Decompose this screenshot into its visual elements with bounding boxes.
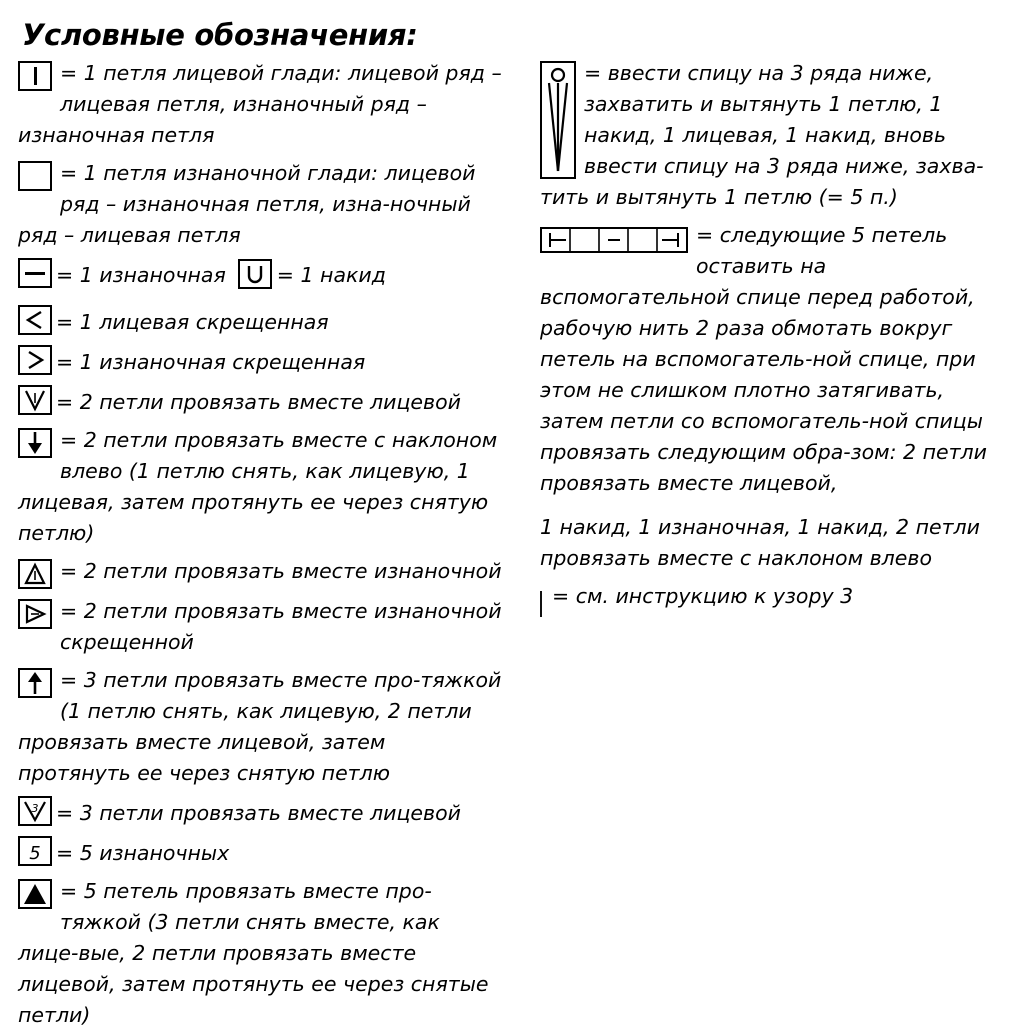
legend-item (18, 345, 503, 378)
stitch-five-together-pull-triangle-icon (18, 879, 52, 909)
svg-text:5: 5 (29, 843, 41, 864)
stitch-two-together-purl-twisted-icon (18, 599, 52, 629)
legend-item (540, 58, 1010, 213)
stitch-purl-twisted-right-icon (18, 345, 52, 375)
legend-item (540, 220, 1010, 499)
stitch-purl-dash-icon (18, 258, 52, 288)
stitch-purl-empty-square-icon (18, 161, 52, 191)
legend-left-column (18, 58, 503, 1033)
legend-item-text: = следующие 5 петель оставить на вспомогательной спице перед работой, рабочую нить 2 раза обмотать вокруг петель на вспомогатель-ной спице, при этом не слишком плотно затягивать, затем петли со вспомогатель-ной спицы провязать следующим обра-зом: 2 петли провязать вместе лицевой, (540, 223, 987, 495)
legend-item (540, 581, 1010, 620)
legend-item-text: = 1 лицевая скрещенная (56, 310, 329, 334)
legend-item-text-2: = 1 накид (276, 263, 386, 287)
stitch-cable-five-stitches-hold-front-icon (540, 227, 688, 253)
legend-item (18, 158, 503, 251)
page-title: Условные обозначения: (22, 18, 418, 52)
legend-item (18, 796, 503, 829)
stitch-knit-twisted-left-icon (18, 305, 52, 335)
legend-item-text: = см. инструкцию к узору 3 (552, 584, 854, 608)
legend-item-text: = 1 петля лицевой глади: лицевой ряд – лицевая петля, изнаночный ряд – изнаночная петля (18, 61, 502, 147)
legend-item-text: = 1 петля изнаночной глади: лицевой ряд – изнаночная петля, изна-ночный ряд – лицевая петля (18, 161, 476, 247)
stitch-three-together-knit-icon (18, 796, 52, 826)
stitch-yarn-over-u-icon (238, 259, 272, 298)
legend-item (18, 385, 503, 418)
legend-item-text: = ввести спицу на 3 ряда ниже, захватить и вытянуть 1 петлю, 1 накид, 1 лицевая, 1 накид, вновь ввести спицу на 3 ряда ниже, захва-тить и вытянуть 1 петлю (= 5 п.) (540, 61, 984, 209)
legend-item-text: = 2 петли провязать вместе с наклоном влево (1 петлю снять, как лицевую, 1 лицевая, затем протянуть ее через снятую петлю) (18, 428, 498, 545)
legend-item-continuation (540, 512, 1010, 574)
stitch-five-purl-icon (18, 836, 52, 866)
legend-item-text: = 3 петли провязать вместе про-тяжкой (1 петлю снять, как лицевую, 2 петли провязать вместе лицевой, затем протянуть ее через снятую петлю (18, 668, 502, 785)
legend-item (18, 876, 503, 1031)
stitch-three-together-pull-arrow-up-icon (18, 668, 52, 698)
legend-item-text: = 1 изнаночная (56, 263, 226, 287)
legend-item (18, 58, 503, 151)
stitch-drop-three-rows-below-bobble-icon (540, 61, 576, 179)
legend-right-column (540, 58, 1010, 622)
stitch-two-together-purl-icon (18, 559, 52, 589)
legend-item-text: = 5 изнаночных (56, 841, 230, 865)
legend-item (18, 258, 503, 298)
legend-item-text: = 5 петель провязать вместе про-тяжкой (3 петли снять вместе, как лице-вые, 2 петли провязать вместе лицевой, затем протянуть ее через снятые петли) (18, 879, 489, 1027)
svg-text:3: 3 (31, 802, 39, 815)
legend-item-text: = 2 петли провязать вместе изнаночной скрещенной (60, 599, 502, 654)
legend-item-text: = 2 петли провязать вместе изнаночной (60, 559, 502, 583)
stitch-two-together-left-lean-arrow-icon (18, 428, 52, 458)
pink-color-swatch (540, 591, 542, 617)
legend-item (18, 425, 503, 549)
legend-item (18, 596, 503, 658)
swatch-pink-square-icon (540, 589, 542, 620)
legend-item (18, 305, 503, 338)
stitch-knit-vertical-bar-icon (18, 61, 52, 91)
legend-item (18, 836, 503, 869)
legend-item-text: = 1 изнаночная скрещенная (56, 350, 366, 374)
legend-item-text: 1 накид, 1 изнаночная, 1 накид, 2 петли провязать вместе с наклоном влево (540, 515, 980, 570)
legend-item (18, 556, 503, 589)
stitch-two-together-knit-icon (18, 385, 52, 415)
legend-item-text: = 2 петли провязать вместе лицевой (56, 390, 461, 414)
legend-item (18, 665, 503, 789)
legend-item-text: = 3 петли провязать вместе лицевой (56, 801, 461, 825)
